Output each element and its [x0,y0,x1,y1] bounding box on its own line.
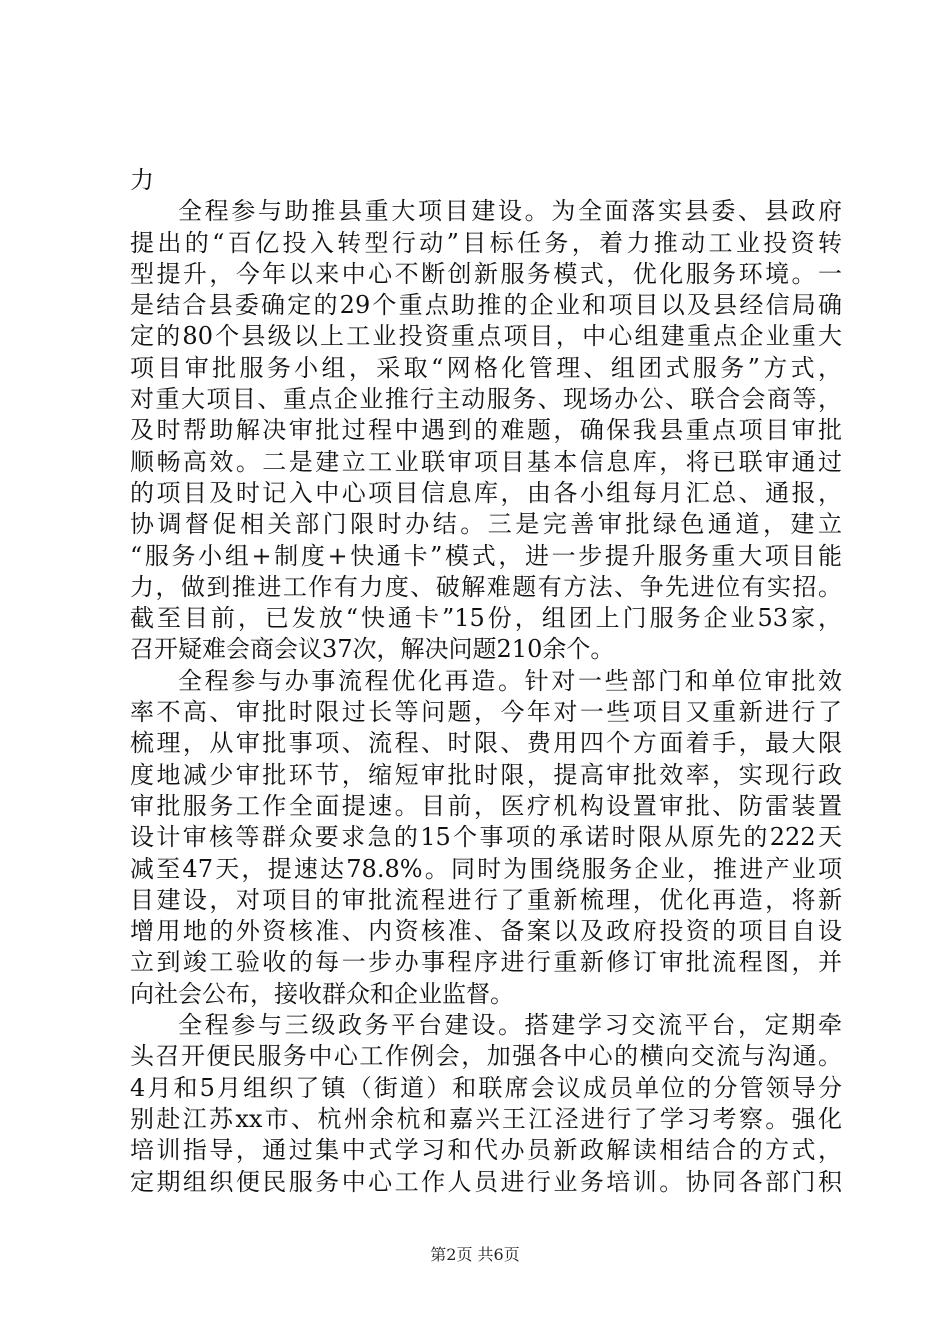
text-line: 培训指导，通过集中式学习和代办员新政解读相结合的方式， [130,1136,842,1165]
text-line: 向社会公布，接收群众和企业监督。 [130,979,514,1008]
text-line: 的项目及时记入中心项目信息库，由各小组每月汇总、通报， [130,478,842,507]
text-line: 增用地的外资核准、内资核准、备案以及政府投资的项目自设 [130,917,842,946]
text-line: 全程参与助推县重大项目建设。为全面落实县委、县政府 [178,197,842,226]
text-line: 力 [130,166,154,194]
text-line: 梳理，从审批事项、流程、时限、费用四个方面着手，最大限 [130,729,842,758]
text-line: 审批服务工作全面提速。目前，医疗机构设置审批、防雷装置 [130,791,842,820]
text-line: 协调督促相关部门限时办结。三是完善审批绿色通道，建立 [130,510,842,539]
text-line: 顺畅高效。二是建立工业联审项目基本信息库，将已联审通过 [130,447,842,476]
text-line: 型提升，今年以来中心不断创新服务模式，优化服务环境。一 [130,259,842,288]
text-line: 截至目前，已发放“快通卡”15份，组团上门服务企业53家， [130,604,842,633]
text-line: 全程参与三级政务平台建设。搭建学习交流平台，定期牵 [178,1011,842,1040]
text-line: 减至47天，提速达78.8%。同时为围绕服务企业，推进产业项 [130,854,842,883]
text-line: 率不高、审批时限过长等问题，今年对一些项目又重新进行了 [130,698,842,727]
text-line: 4月和5月组织了镇（街道）和联席会议成员单位的分管领导分 [130,1073,842,1102]
text-line: 度地减少审批环节，缩短审批时限，提高审批效率，实现行政 [130,760,842,789]
text-line: 目建设，对项目的审批流程进行了重新梳理，优化再造，将新 [130,885,842,914]
text-line: 是结合县委确定的29个重点助推的企业和项目以及县经信局确 [130,291,842,320]
text-line: 设计审核等群众要求急的15个事项的承诺时限从原先的222天 [130,823,842,852]
text-line: 定期组织便民服务中心工作人员进行业务培训。协同各部门积 [130,1167,842,1196]
text-line: 力，做到推进工作有力度、破解难题有方法、争先进位有实招。 [130,572,842,601]
text-line: 对重大项目、重点企业推行主动服务、现场办公、联合会商等， [130,385,842,414]
document-body [130,165,842,1198]
text-line: 立到竣工验收的每一步办事程序进行重新修订审批流程图，并 [130,948,842,977]
text-line: 全程参与办事流程优化再造。针对一些部门和单位审批效 [178,666,842,695]
text-line: 别赴江苏xx市、杭州余杭和嘉兴王江泾进行了学习考察。强化 [130,1104,842,1133]
page-footer: 第2页 共6页 [430,1245,520,1264]
text-line: 召开疑难会商会议37次，解决问题210余个。 [130,635,615,664]
text-line: 及时帮助解决审批过程中遇到的难题，确保我县重点项目审批 [130,416,842,445]
text-line: 提出的“百亿投入转型行动”目标任务，着力推动工业投资转 [130,228,842,257]
text-line: 定的80个县级以上工业投资重点项目，中心组建重点企业重大 [130,322,842,351]
text-line: “服务小组+制度+快通卡”模式，进一步提升服务重大项目能 [130,541,842,570]
text-line: 项目审批服务小组，采取“网格化管理、组团式服务”方式， [130,353,842,382]
text-line: 头召开便民服务中心工作例会，加强各中心的横向交流与沟通。 [130,1042,842,1071]
